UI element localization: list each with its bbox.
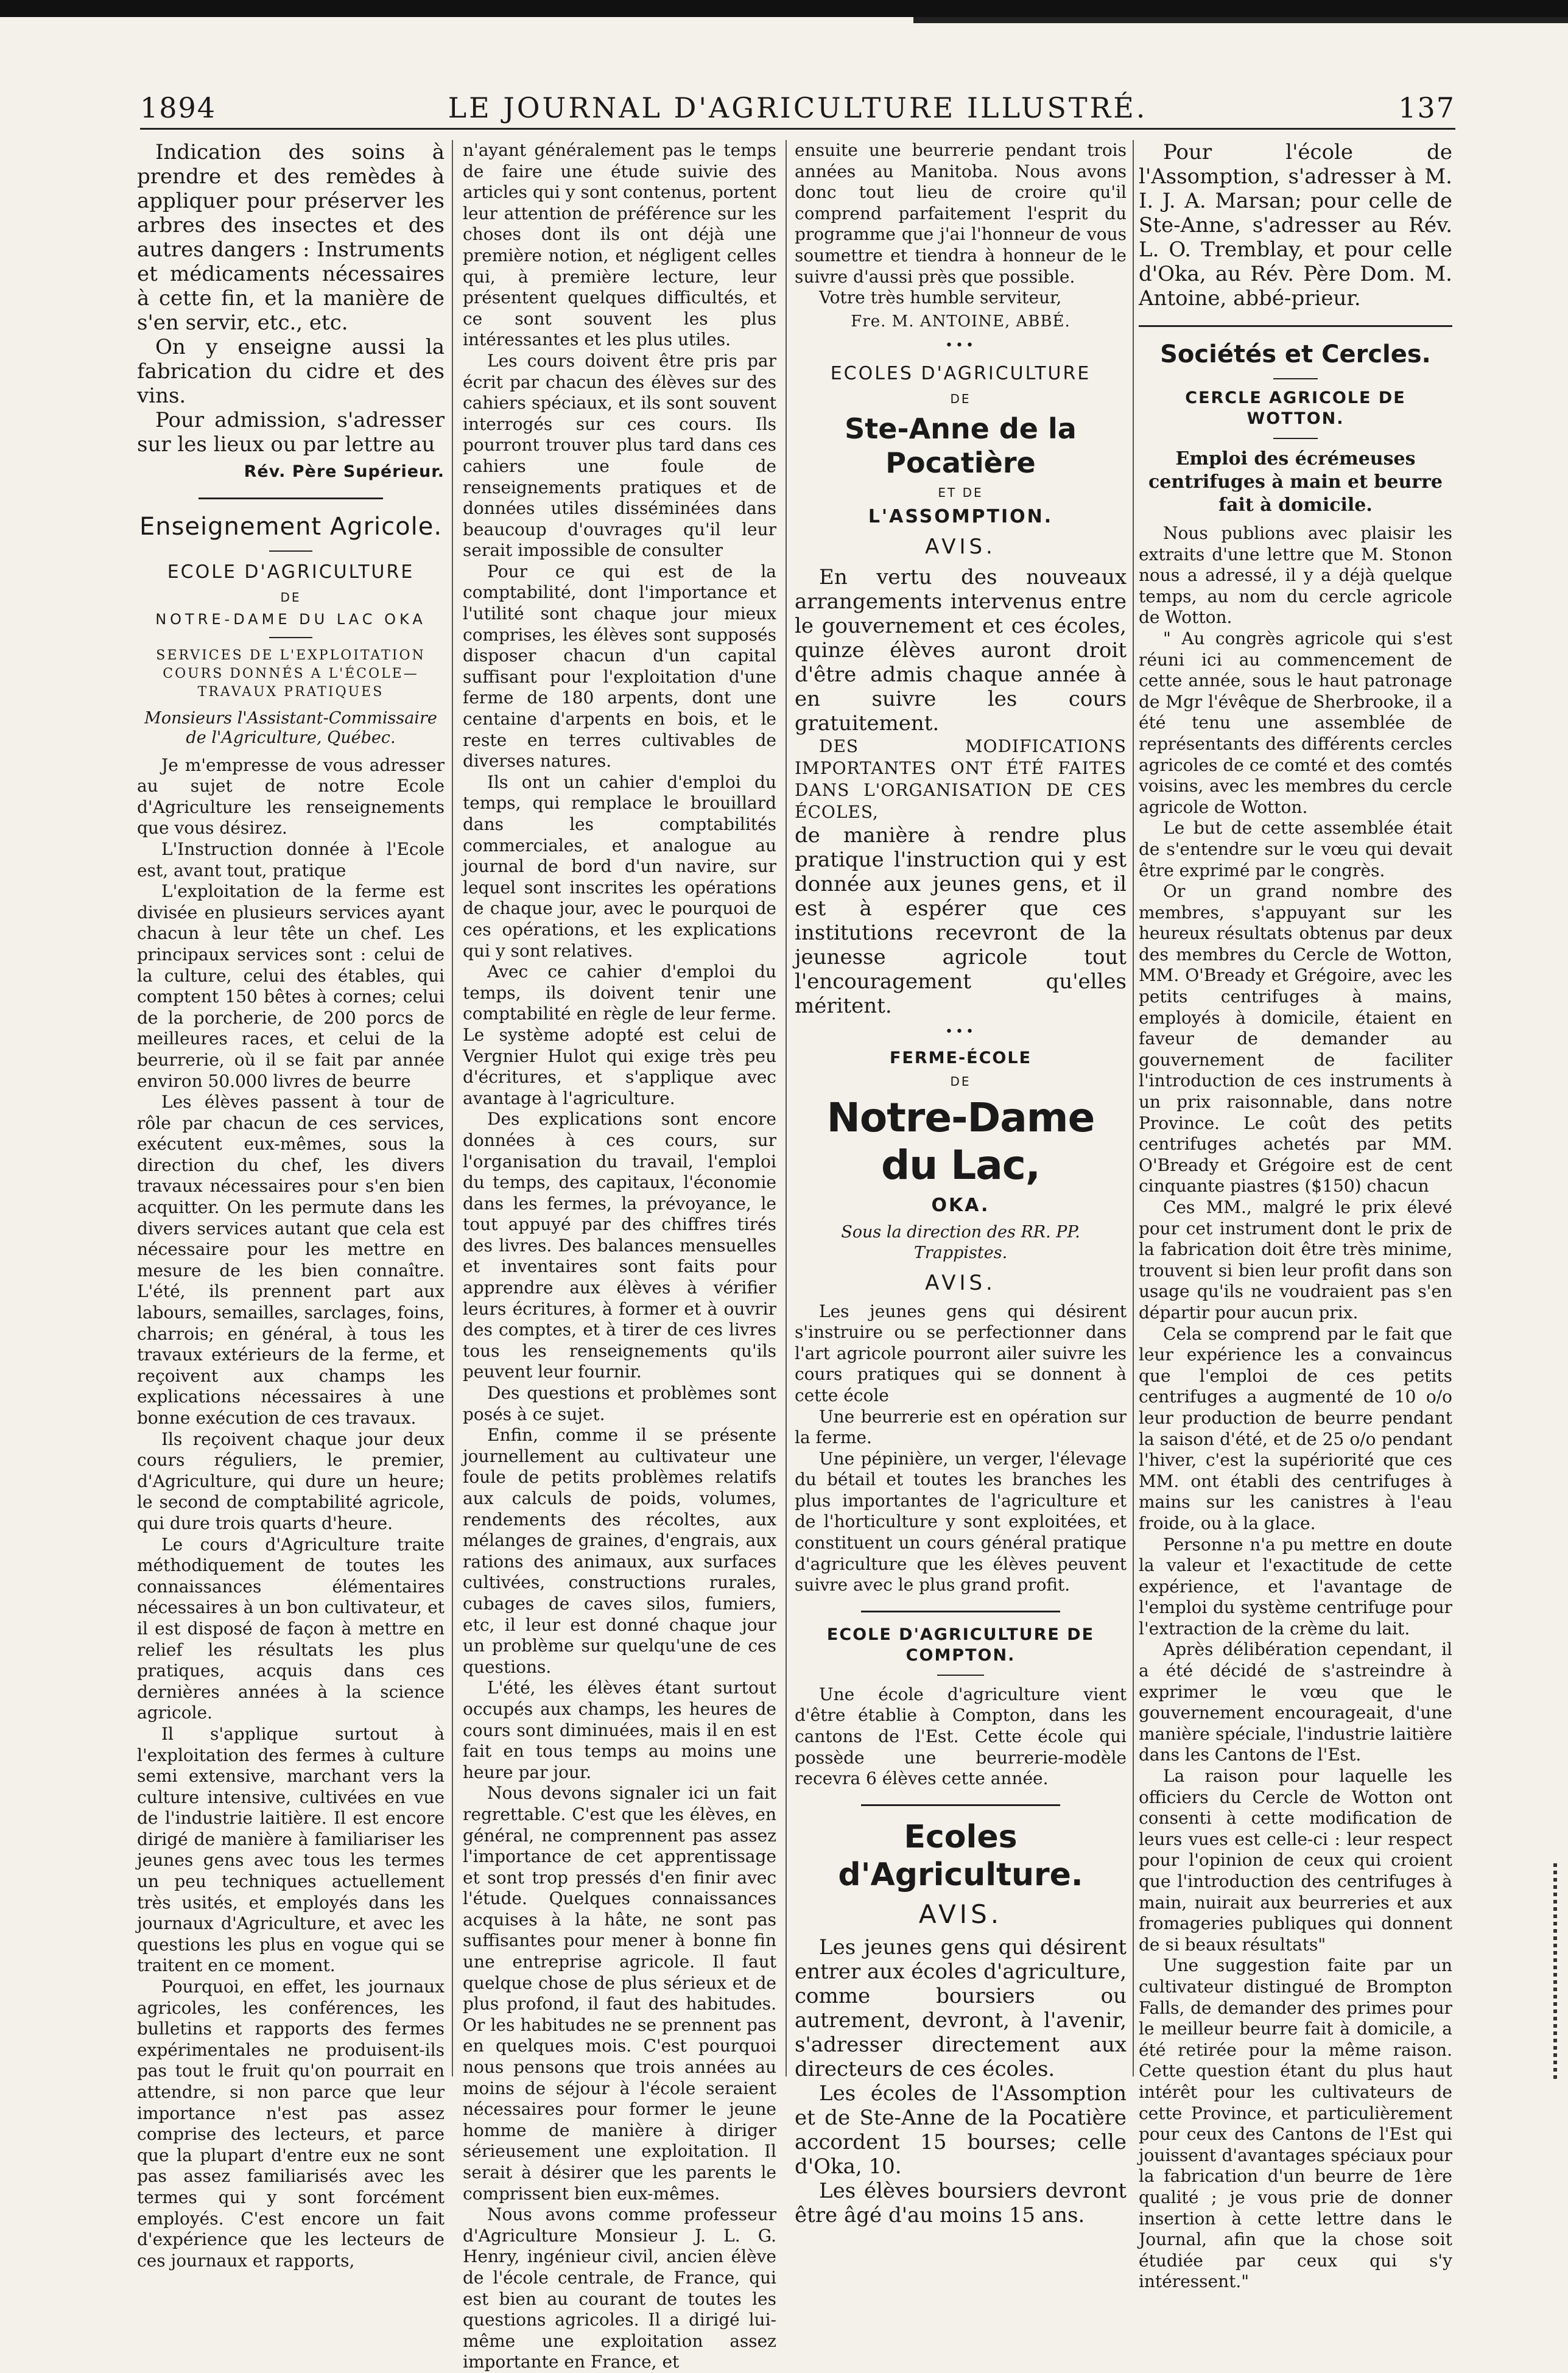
- body-paragraph: Nous devons signaler ici un fait regrettable. C'est que les élèves, en général, ne comprennent pas assez l'importance de cet apprentissage et sont trop pressés d'en finir avec l'étude. Quelques connaissances acquises à la hâte, ne sont pas suffisantes pour mener à bonne fin une entreprise agricole. Il faut quelque chose de plus sérieux et de plus profond, il faut des habitudes. Or les habitudes ne se prennent pas en quelques mois. C'est pourquoi nous pensons que trois années au moins de séjour à l'école seraient nécessaires pour former le jeune homme de manière à diriger sérieusement une exploitation. Il serait à désirer que les parents le comprissent bien eux-mêmes.: [463, 1783, 776, 2204]
- ste-anne-et-de: ET DE: [938, 485, 983, 500]
- page-number: 137: [1398, 91, 1455, 124]
- body-paragraph: La raison pour laquelle les officiers du Cercle de Wotton ont consenti à cette modification de leurs vues est celle-ci : leur respect pour l'opinion de ceux qui croient que l'introduction des centrifuges à main, nuirait aux beurreries et aux fromageries publiques qui donnent de si beaux résultats": [1139, 1766, 1452, 1955]
- intro-paragraph: On y enseigne aussi la fabrication du cidre et des vins.: [137, 335, 445, 408]
- ornament-dots: •••: [945, 1024, 976, 1039]
- body-paragraph: Des questions et problèmes sont posés à ce sujet.: [463, 1383, 776, 1424]
- compton-title: ECOLE D'AGRICULTURE DE COMPTON.: [826, 1625, 1095, 1665]
- body-paragraph: Ils ont un cahier d'emploi du temps, qui remplace le brouillard dans les comptabilités commerciales, et analogue au journal de bord d'un navire, sur lequel sont inscrites les opérations de chaque jour, avec le pourquoi de ces opérations, et les explications qui y sont relatives.: [463, 772, 776, 961]
- body-paragraph: Ces MM., malgré le prix élevé pour cet instrument dont le prix de la fabrication doit être très minime, trouvent si bien leur profit dans son usage qu'ils ne voudraient pas s'en départir pour aucun prix.: [1139, 1197, 1452, 1323]
- avis-paragraph: Les jeunes gens qui désirent entrer aux écoles d'agriculture, comme boursiers ou autrement, devront, à l'avenir, s'adresser directement aux directeurs de ces écoles.: [795, 1935, 1127, 2081]
- section-separator: [199, 497, 383, 499]
- body-paragraph: Pour ce qui est de la comptabilité, dont l'importance et l'utilité sont chaque jour mieux comprises, les élèves sont supposés disposer chacun d'un capital suffisant pour l'exploitation d'une ferme de 180 arpents, dont une centaine d'arpents en bois, et le reste en terres cultivables de diverses natures.: [463, 561, 776, 772]
- top-edge-bar: [0, 0, 1568, 17]
- letter-address: Monsieurs l'Assistant-Commissaire de l'Agriculture, Québec.: [144, 708, 437, 747]
- body-paragraph: Enfin, comme il se présente journellement au cultivateur une foule de petits problèmes relatifs aux calculs de poids, volumes, rendements des récoltes, aux mélanges de graines, d'engrais, aux rations des animaux, aux surfaces cultivées, constructions rurales, cubages de caves silos, fumiers, etc, il leur est donné chaque jour un problème sur quelqu'une de ces questions.: [463, 1425, 776, 1677]
- article-lead: Emploi des écrémeuses centrifuges à main et beurre fait à domicile.: [1148, 448, 1443, 516]
- body-paragraph: Personne n'a pu mettre en doute la valeur et l'exactitude de cette expérience, et l'avantage de l'emploi du système centrifuge pour l'extraction de la crème du lait.: [1139, 1534, 1452, 1639]
- intro-paragraph: Pour admission, s'adresser sur les lieux ou par lettre au: [137, 408, 445, 457]
- ornament-dots: •••: [945, 338, 976, 354]
- ferme-ecole-de: DE: [950, 1074, 971, 1089]
- services-heading: SERVICES DE L'EXPLOITATION COURS DONNÉS A L'ÉCOLE—TRAVAUX PRATIQUES: [156, 647, 426, 700]
- section-separator: [1139, 325, 1452, 327]
- section-separator: [1273, 378, 1317, 379]
- body-paragraph: Le cours d'Agriculture traite méthodiquement de toutes les connaissances élémentaires nécessaires à un bon cultivateur, et il est disposé de façon à mettre en relief les résultats les plus pratiques, acquis dans ces dernières années à la science agricole.: [137, 1534, 445, 1723]
- body-paragraph: Nous avons comme professeur d'Agriculture Monsieur J. L. G. Henry, ingénieur civil, ancien élève de l'école centrale, de France, qui est bien au courant de toutes les questions agricoles. Il a dirigé lui-même une exploitation assez importante en France, et: [463, 2204, 776, 2372]
- body-paragraph: Une pépinière, un verger, l'élevage du bétail et toutes les branches les plus importantes de l'agriculture et de l'horticulture y sont exploitées, et constituent un cours général pratique d'agriculture que les élèves peuvent suivre avec le plus grand profit.: [795, 1448, 1127, 1595]
- body-paragraph: Pourquoi, en effet, les journaux agricoles, les conférences, les bulletins et rapports des fermes expérimentales ne produisent-ils pas tout le fruit qu'on pourrait en attendre, si non parce que leur importance n'est pas assez comprise des lecteurs, et parce que la plupart d'entre eux ne sont pas assez familiarisés avec les termes qui y sont forcément employés. C'est encore un fait d'expérience que les lecteurs de ces journaux et rapports,: [137, 1977, 445, 2271]
- avis-paragraph: Les écoles de l'Assomption et de Ste-Anne de la Pocatière accordent 15 bourses; celle d'Oka, 10.: [795, 2081, 1127, 2179]
- top-edge-bar-secondary: [913, 17, 1568, 23]
- avis-heading: AVIS.: [925, 1270, 996, 1295]
- intro-block: [137, 140, 445, 457]
- avis-paragraph: En vertu des nouveaux arrangements intervenus entre le gouvernement et ces écoles, quinze élèves auront droit d'être admis chaque année à en suivre les cours gratuitement.: [795, 564, 1127, 736]
- body-paragraph: Une école d'agriculture vient d'être établie à Compton, dans les cantons de l'Est. Cette école qui possède une beurrerie-modèle recevra 6 élèves cette année.: [795, 1684, 1127, 1789]
- section-separator: [937, 1675, 983, 1676]
- body-paragraph: Cela se comprend par le fait que leur expérience les a convaincus que l'emploi de ces petits centrifuges a augmenté de 10 o/o leur production de beurre pendant la saison d'été, et de 25 o/o pendant l'hiver, c'est la supériorité que ces MM. ont établi des centrifuges à mains sur les canistres à l'eau froide, ou à la glace.: [1139, 1323, 1452, 1533]
- body-paragraph: Or un grand nombre des membres, s'appuyant sur les heureux résultats obtenus par deux des membres du Cercle de Wotton, MM. O'Bready et Grégoire, avec les petits centrifuges à mains, employés à domicile, étaient en faveur de demander au gouvernement de faciliter l'introduction de ces instruments à un prix raisonnable, dans notre Province. Le coût des petits centrifuges achetés par MM. O'Bready et Grégoire est de cent cinquante piastres ($150) chacun: [1139, 881, 1452, 1197]
- notre-dame-title: Notre-Dame du Lac,: [826, 1094, 1095, 1189]
- cercle-wotton-title: CERCLE AGRICOLE DE WOTTON.: [1185, 388, 1406, 428]
- body-paragraph: " Au congrès agricole qui s'est réuni ici au commencement de cette année, sous le haut patronage de Mgr l'évêque de Sherbrooke, il a été tenu une assemblée de représentants des différents cercles agricoles de ce comté et des comtés voisins, avec les membres du cercle agricole de Wotton.: [1139, 628, 1452, 817]
- ecoles-agriculture-title: Ecoles d'Agriculture.: [838, 1818, 1083, 1893]
- ste-anne-de: DE: [950, 391, 971, 406]
- letter-signer: Fre. M. ANTOINE, ABBÉ.: [851, 312, 1071, 331]
- oka-title: OKA.: [931, 1194, 990, 1216]
- body-paragraph: Des explications sont encore données à ces cours, sur l'organisation du travail, l'emploi du temps, des capitaux, l'économie dans les fermes, la prévoyance, le tout appuyé par des chiffres tirés des livres. Des balances mensuelles et inventaires sont faits pour apprendre aux élèves à vérifier leurs écritures, à former et à ouvrir des comptes, et à tirer de ces livres tous les renseignements qu'ils peuvent leur fournir.: [463, 1109, 776, 1382]
- body-paragraph: L'exploitation de la ferme est divisée en plusieurs services ayant chacun à leur tête un chef. Les principaux services sont : celui de la culture, celui des étables, qui comptent 150 bêtes à cornes; celui de la porcherie, de 200 porcs de meilleures races, et celui de la beurrerie, où il se fait par année environ 50.000 livres de beurre: [137, 881, 445, 1091]
- body-paragraph: Nous publions avec plaisir les extraits d'une lettre que M. Stonon nous a adressé, il y a déjà quelque temps, au nom du cercle agricole de Wotton.: [1139, 523, 1452, 628]
- column-divider: [452, 140, 453, 2076]
- column-3: [795, 140, 1127, 2227]
- societes-cercles-title: Sociétés et Cercles.: [1160, 340, 1431, 368]
- column-1: [137, 140, 445, 2271]
- body-paragraph: Ils reçoivent chaque jour deux cours réguliers, le premier, d'Agriculture, qui dure un heure; le second de comptabilité agricole, qui dure trois quarts d'heure.: [137, 1429, 445, 1533]
- assomption-title: L'ASSOMPTION.: [868, 505, 1053, 527]
- body-paragraph: n'ayant généralement pas le temps de faire une étude suivie des articles qui y sont contenus, portent leur attention de préférence sur les choses dont ils ont déjà une première notion, et négligent celles qui, à première lecture, leur présentent quelques difficultés, et ce sont souvent les plus intéressantes et les plus utiles.: [463, 140, 776, 350]
- page-header: [140, 91, 1455, 128]
- body-paragraph: ensuite une beurrerie pendant trois années au Manitoba. Nous avons donc tout lieu de croire qu'il comprend parfaitement l'esprit du programme que j'ai l'honneur de vous soumettre et tiendra à honneur de le suivre d'aussi près que possible.: [795, 140, 1127, 287]
- body-paragraph: Le but de cette assemblée était de s'entendre sur le vœu qui devait être exprimé par le congrès.: [1139, 818, 1452, 881]
- section-separator: [1273, 438, 1317, 439]
- page-year: 1894: [140, 91, 217, 124]
- ste-anne-ecoles: ECOLES D'AGRICULTURE: [830, 362, 1091, 384]
- section-separator: [269, 550, 312, 552]
- ecole-title: ECOLE D'AGRICULTURE: [167, 561, 415, 583]
- body-paragraph: Il s'applique surtout à l'exploitation des fermes à culture semi extensive, marchant vers la culture intensive, cultivées en vue de l'industrie laitière. Il est encore dirigé de manière à familiariser les jeunes gens avec tous les termes un peu techniques actuellement très usités, et employés dans les journaux d'Agriculture, et avec les questions les plus en vogue qui se traitent en ce moment.: [137, 1723, 445, 1976]
- avis-caps-paragraph: DES MODIFICATIONS IMPORTANTES ONT ÉTÉ FAITES DANS L'ORGANISATION DE CES ÉCOLES,: [795, 736, 1127, 822]
- body-paragraph: Les élèves passent à tour de rôle par chacun de ces services, exécutent eux-mêmes, sous la direction du chef, les divers travaux nécessaires pour s'en bien acquitter. On les permute dans les divers services autant que cela est nécessaire pour les mettre en mesure de les bien connaître. L'été, ils prennent part aux labours, semailles, sarclages, foins, charrois; en général, à tous les travaux extérieurs de la ferme, et reçoivent aux champs les explications nécessaires à une bonne exécution de ces travaux.: [137, 1092, 445, 1428]
- column-divider: [786, 140, 787, 2076]
- section-separator: [861, 1611, 1060, 1612]
- body-paragraph: Je m'empresse de vous adresser au sujet de notre Ecole d'Agriculture les renseignements que vous désirez.: [137, 754, 445, 838]
- column-4: [1139, 140, 1452, 2292]
- intro-signature: Rév. Père Supérieur.: [244, 462, 445, 481]
- section-separator: [269, 637, 312, 638]
- page-edge-mark: [1553, 1863, 1557, 2083]
- ecole-de: DE: [280, 589, 301, 605]
- intro-paragraph: Indication des soins à prendre et des remèdes à appliquer pour préserver les arbres des insectes et des autres dangers : Instruments et médicaments nécessaires à cette fin, et la manière de s'en servir, etc., etc.: [137, 140, 445, 335]
- section-title-enseignement: Enseignement Agricole.: [139, 512, 443, 541]
- column-2: [463, 140, 776, 2372]
- body-paragraph: L'Instruction donnée à l'Ecole est, avant tout, pratique: [137, 838, 445, 881]
- body-paragraph: Une beurrerie est en opération sur la ferme.: [795, 1406, 1127, 1448]
- ecole-notre-dame: NOTRE-DAME DU LAC OKA: [155, 610, 426, 628]
- body-paragraph: L'été, les élèves étant surtout occupés aux champs, les heures de cours sont diminuées, mais il en est fait en tous temps au moins une heure par jour.: [463, 1678, 776, 1782]
- avis-paragraph: Les élèves boursiers devront être âgé d'au moins 15 ans.: [795, 2178, 1127, 2227]
- body-paragraph: Une suggestion faite par un cultivateur distingué de Brompton Falls, de demander des primes pour le meilleur beurre fait à domicile, a été retirée pour la même raison. Cette question étant du plus haut intérêt pour les cultivateurs de cette Province, et particulièrement pour ceux des Cantons de l'Est qui jouissent d'avantages spéciaux pour la fabrication d'un beurre de 1ère qualité ; je vous prie de donner insertion à cette lettre dans le Journal, afin que la chose soit étudiée par ceux qui s'y intéressent.": [1139, 1955, 1452, 2292]
- masthead-title: LE JOURNAL D'AGRICULTURE ILLUSTRÉ.: [448, 91, 1148, 124]
- letter-closing: Votre très humble serviteur,: [819, 287, 1062, 308]
- avis-paragraph: de manière à rendre plus pratique l'instruction qui y est donnée aux jeunes gens, et il est à espérer que ces institutions recevront de la jeunesse agricole tout l'encouragement qu'elles méritent.: [795, 823, 1127, 1018]
- ste-anne-title: Ste-Anne de la Pocatière: [845, 412, 1077, 479]
- column-divider: [1133, 140, 1134, 2076]
- body-paragraph: Pour l'école de l'Assomption, s'adresser à M. I. J. A. Marsan; pour celle de Ste-Anne, s'adresser au Rév. L. O. Tremblay, et pour celle d'Oka, au Rév. Père Dom. M. Antoine, abbé-prieur.: [1139, 140, 1452, 311]
- direction-line: Sous la direction des RR. PP. Trappistes.: [841, 1222, 1080, 1262]
- section-separator: [861, 1804, 1060, 1806]
- ferme-ecole-title: FERME-ÉCOLE: [889, 1048, 1032, 1067]
- header-rule: [140, 128, 1455, 130]
- avis-heading: AVIS.: [925, 534, 996, 559]
- body-paragraph: Les jeunes gens qui désirent s'instruire ou se perfectionner dans l'art agricole pourront ailer suivre les cours pratiques qui se donnent à cette école: [795, 1301, 1127, 1405]
- body-paragraph: Avec ce cahier d'emploi du temps, ils doivent tenir une comptabilité en règle de leur ferme. Le système adopté est celui de Vergnier Hulot qui exige très peu d'écritures, et s'applique avec avantage à l'agriculture.: [463, 962, 776, 1108]
- body-paragraph: Les cours doivent être pris par écrit par chacun des élèves sur des cahiers spéciaux, et ils sont souvent interrogés sur ces cours. Ils pourront trouver plus tard dans ces cahiers une foule de renseignements pratiques et de données utiles disséminées dans beaucoup d'ouvrages qu'il leur serait impossible de consulter: [463, 350, 776, 561]
- avis-heading: AVIS.: [918, 1899, 1003, 1929]
- body-paragraph: Après délibération cependant, il a été décidé de s'astreindre à exprimer le vœu que le gouvernement encourageait, d'une manière spéciale, l'industrie laitière dans les Cantons de l'Est.: [1139, 1639, 1452, 1765]
